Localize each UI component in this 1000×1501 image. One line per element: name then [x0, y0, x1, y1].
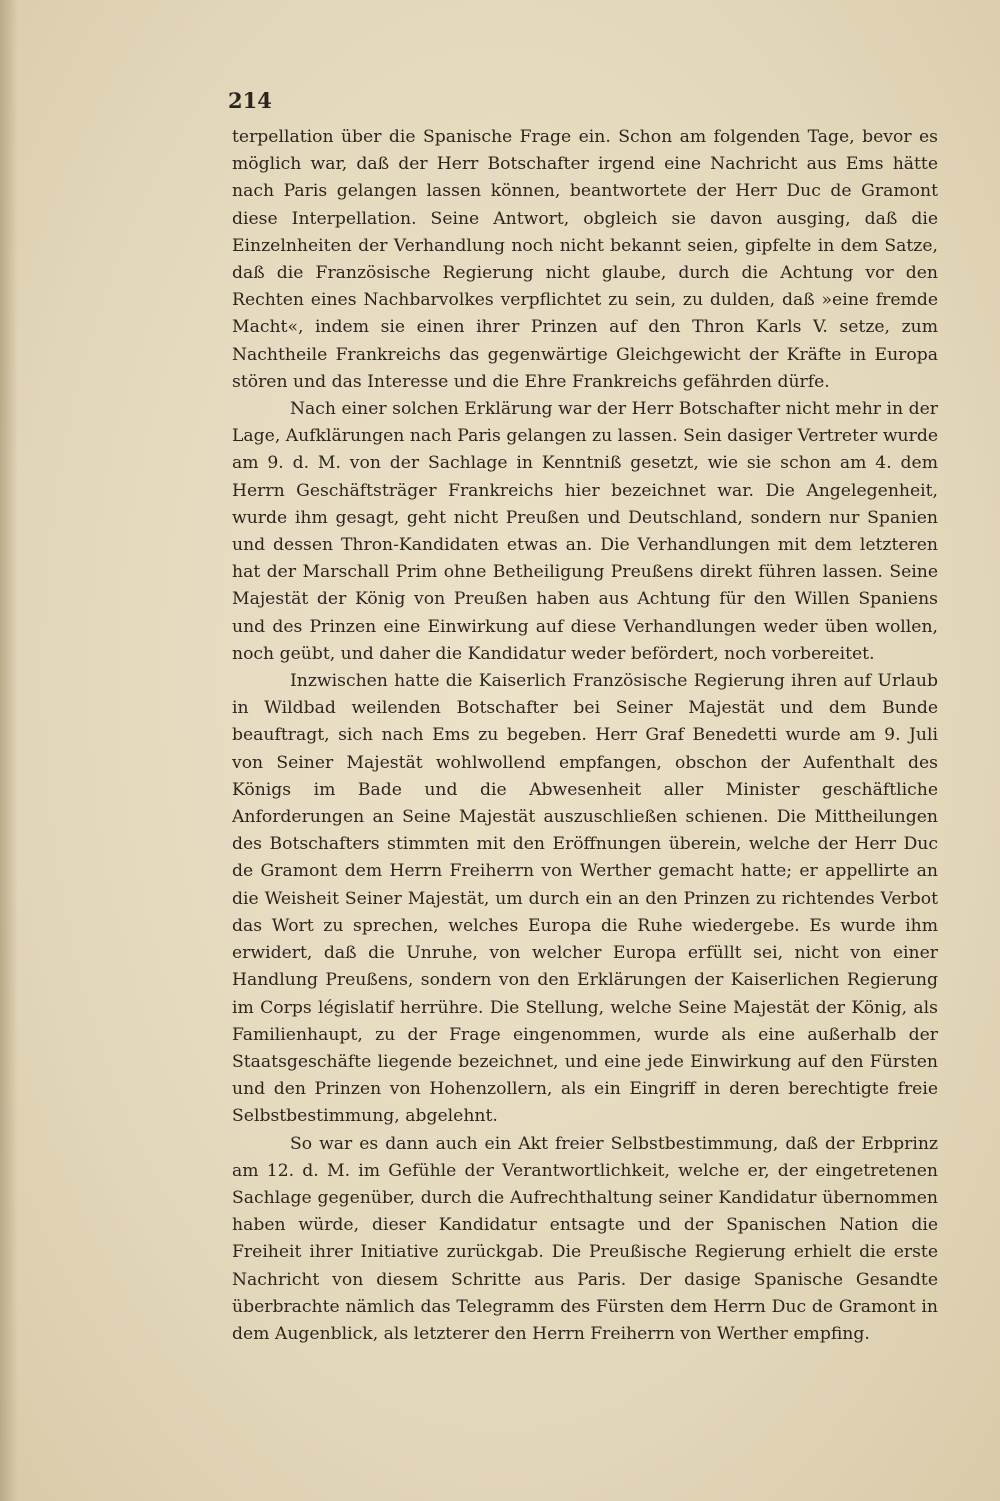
paragraph-4: So war es dann auch ein Akt freier Selbstbestimmung, daß der Erbprinz am 12. d. M. im Gefühle der Verantwortlichkeit, welche er, der eingetretenen Sachlage gegenüber, durch die Aufrechthaltung seiner Kandidatur übernommen haben würde, dieser Kandidatur entsagte und der Spanischen Nation die Freiheit ihrer Initiative zurückgab. Die Preußische Regierung erhielt die erste Nachricht von diesem Schritte aus Paris. Der dasige Spanische Gesandte überbrachte nämlich das Telegramm des Fürsten dem Herrn Duc de Gramont in dem Augenblick, als letzterer den Herrn Freiherrn von Werther empfing. [232, 1133, 938, 1344]
page-edge-shadow [0, 0, 18, 1501]
paragraph-2: Nach einer solchen Erklärung war der Herr Botschafter nicht mehr in der Lage, Aufklärungen nach Paris gelangen zu lassen. Sein dasiger Vertreter wurde am 9. d. M. von der Sachlage in Kenntniß gesetzt, wie sie schon am 4. dem Herrn Geschäftsträger Frankreichs hier bezeichnet war. Die Angelegenheit, wurde ihm gesagt, geht nicht Preußen und Deutschland, sondern nur Spanien und dessen Thron-Kandidaten etwas an. Die Verhandlungen mit dem letzteren hat der Marschall Prim ohne Betheiligung Preußens direkt führen lassen. Seine Majestät der König von Preußen haben aus Achtung für den Willen Spaniens und des Prinzen eine Einwirkung auf diese Verhandlungen weder üben wollen, noch geübt, und daher die Kandidatur weder befördert, noch vorbereitet. [232, 399, 939, 664]
paragraph-1: terpellation über die Spanische Frage ein. Schon am folgenden Tage, bevor es möglich war, daß der Herr Botschafter irgend eine Nachricht aus Ems hätte nach Paris gelangen lassen können, beantwortete der Herr Duc de Gramont diese Interpellation. Seine Antwort, obgleich sie davon ausging, daß die Einzelnheiten der Verhandlung noch nicht bekannt seien, gipfelte in dem Satze, daß die Französische Regierung nicht glaube, durch die Achtung vor den Rechten eines Nachbarvolkes verpflichtet zu sein, zu dulden, daß »eine fremde Macht«, indem sie einen ihrer Prinzen auf den Thron Karls V. setze, zum Nachtheile Frankreichs das gegenwärtige Gleichgewicht der Kräfte in Europa stören und das Interesse und die Ehre Frankreichs gefährden dürfe. [232, 127, 938, 392]
body-text [232, 124, 938, 1348]
page-number: 214 [228, 88, 272, 113]
paragraph-3: Inzwischen hatte die Kaiserlich Französische Regierung ihren auf Urlaub in Wildbad weilenden Botschafter bei Seiner Majestät und dem Bunde beauftragt, sich nach Ems zu begeben. Herr Graf Benedetti wurde am 9. Juli von Seiner Majestät wohlwollend empfangen, obschon der Aufenthalt des Königs im Bade und die Abwesenheit aller Minister geschäftliche Anforderungen an Seine Majestät auszuschließen schienen. Die Mittheilungen des Botschafters stimmten mit den Eröffnungen überein, welche der Herr Duc de Gramont dem Herrn Freiherrn von Werther gemacht hatte; er appellirte an die Weisheit Seiner Majestät, um durch ein an den Prinzen zu richtendes Verbot das Wort zu sprechen, welches Europa die Ruhe wiedergebe. Es wurde ihm erwidert, daß die Unruhe, von welcher Europa erfüllt sei, nicht von einer Handlung Preußens, sondern von den Erklärungen der Kaiserlichen Regierung im Corps législatif herrühre. Die Stellung, welche Seine Majestät der König, als Familienhaupt, zu der Frage eingenommen, wurde als eine außerhalb der Staatsgeschäfte liegende bezeichnet, und eine jede Einwirkung auf den Fürsten und den Prinzen von Hohenzollern, als ein Eingriff in deren berechtigte freie Selbstbestimmung, abgelehnt. [232, 671, 938, 1127]
